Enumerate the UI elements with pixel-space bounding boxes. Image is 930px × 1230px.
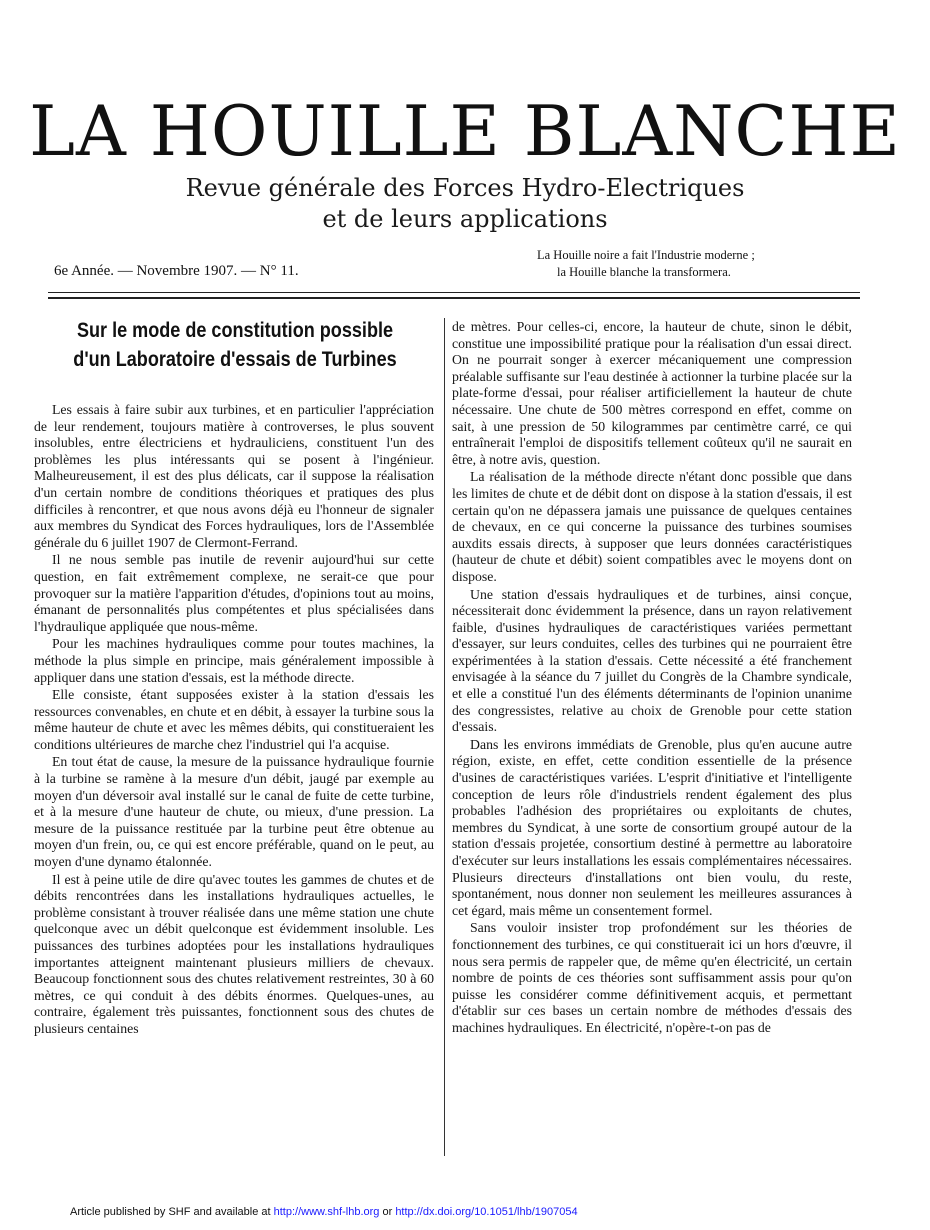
paragraph: Pour les machines hydrauliques comme pour toutes machines, la méthode la plus simple en principe, mais généralement impossible à appliquer dans une station d'essais, est la méthode directe. — [34, 636, 434, 685]
paragraph: Les essais à faire subir aux turbines, et en particulier l'appréciation de leur rendement, toujours matière à controverses, le plus souvent insolubles, entre électriciens et hydrauliciens, constituent l'un des problèmes les plus intéressants qui se posent à l'ingénieur. Malheureusement, il est des plus délicats, car il suppose la réalisation d'un certain nombre de conditions théoriques et pratiques des plus difficiles à rencontrer, et que nous avons déjà eu l'honneur de signaler aux membres du Syndicat des Forces hydrauliques, lors de l'Assemblée générale du 6 juillet 1907 de Clermont-Ferrand. — [34, 402, 434, 550]
footer-text: Article published by SHF and available at — [70, 1206, 274, 1218]
journal-subtitle-line2: et de leurs applications — [322, 205, 608, 233]
journal-title: LA HOUILLE BLANCHE — [29, 92, 901, 172]
paragraph: Dans les environs immédiats de Grenoble, plus qu'en aucune autre région, existe, en effet, cette condition essentielle de la présence d'usines de caractéristiques variées. L'esprit d'initiative et l'intelligente conception de leurs rôle d'industriels rendent également des plus probables l'adhésion des propriétaires ou exploitants de chutes, membres du Syndicat, à une sorte de consortium groupé autour de la station d'essais projetée, consortium destiné à permettre au laboratoire d'exécuter sur leurs installations les essais complémentaires nécessaires. Plusieurs directeurs d'installations ont bien voulu, du reste, spontanément, nous donner non seulement les meilleures assurances à cet égard, mais même un consentement formel. — [452, 736, 852, 918]
paragraph: de mètres. Pour celles-ci, encore, la hauteur de chute, sinon le débit, constitue une impossibilité pratique pour la réalisation d'un essai direct. On ne pourrait songer à exercer mécaniquement une compression préalable suffisante sur l'eau destinée à actionner la turbine placée sur la plate-forme d'essai, pour réaliser artificiellement la hauteur de chute nécessaire. Une chute de 500 mètres correspond en effet, comme on sait, à une pression de 50 kilogrammes par centimètre carré, ce qui entraînerait l'emploi de dispositifs tellement coûteux qu'il ne saurait en être, à notre avis, question. — [452, 319, 852, 467]
paragraph: Il est à peine utile de dire qu'avec toutes les gammes de chutes et de débits rencontrées dans les installations hydrauliques actuelles, le problème consistant à trouver réalisée dans une même station une chute quelconque avec un débit quelconque est évidemment insoluble. Les puissances des turbines adoptées pour les installations hydrauliques importantes atteignent maintenant plusieurs milliers de chevaux. Beaucoup fonctionnent sous des chutes relativement restreintes, 30 à 60 mètres, ce qui conduit à des débits énormes. Quelques-unes, au contraire, également très puissantes, fonctionnent sous des chutes de plusieurs centaines — [34, 871, 434, 1036]
issue-info: 6e Année. — Novembre 1907. — N° 11. — [54, 263, 299, 279]
header-rule-thin — [48, 292, 860, 293]
journal-subtitle-line1: Revue générale des Forces Hydro-Electriques — [185, 174, 745, 202]
motto-line1: La Houille noire a fait l'Industrie moderne ; — [537, 248, 755, 262]
publication-footer — [70, 1206, 578, 1218]
paragraph: La réalisation de la méthode directe n'étant donc possible que dans les limites de chute et de débit dont on dispose à la station d'essais, il est certain qu'on ne dépassera jamais une puissance de quelques centaines de chevaux, en ce qui concerne la puissance des turbines soumises auxdits essais directs, à supposer que leurs données caractéristiques (hauteur de chute et débit) soient compatibles avec le moyens dont on dispose. — [452, 469, 852, 584]
paragraph: Elle consiste, étant supposées exister à la station d'essais les ressources convenables, en chute et en débit, à essayer la turbine sous la même hauteur de chute et avec les mêmes débits, qui constitueraient les conditions ultérieures de marche chez l'industriel qui l'a acquise. — [34, 687, 434, 752]
paragraph: Sans vouloir insister trop profondément sur les théories de fonctionnement des turbines, ce qui constituerait ici un hors d'œuvre, il nous sera permis de rappeler que, de même qu'en électricité, un certain nombre de points de ces théories sont suffisamment assis pour qu'on puisse les considérer comme définitivement acquis, et permettant d'établir sur ces bases un certain nombre de méthodes d'essais des machines hydrauliques. En électricité, n'opère-t-on pas de — [452, 920, 852, 1035]
doi-link[interactable]: http://dx.doi.org/10.1051/lhb/1907054 — [395, 1206, 578, 1218]
paragraph: En tout état de cause, la mesure de la puissance hydraulique fournie à la turbine se ramène à la mesure d'un débit, jaugé par exemple au moyen d'un déversoir aval installé sur le canal de fuite de cette turbine, et à la mesure d'une hauteur de chute, ou mieux, d'une pression. La mesure de la puissance restituée par la turbine peut être obtenue au moyen d'un frein, ou, ce qui est encore préférable, quand on le peut, au moyen d'une dynamo étalonnée. — [34, 754, 434, 870]
header-rule-thick — [48, 297, 860, 299]
footer-separator: or — [379, 1206, 396, 1218]
motto-line2: la Houille blanche la transformera. — [557, 265, 731, 279]
right-column — [452, 319, 852, 1037]
shf-link[interactable]: http://www.shf-lhb.org — [273, 1206, 380, 1218]
paragraph: Une station d'essais hydrauliques et de turbines, ainsi conçue, nécessiterait donc évidemment la présence, dans un rayon relativement faible, d'usines hydrauliques de caractéristiques variées permettant d'essayer, sur leurs conduites, celles des turbines qui ne pourraient être expérimentées à la station d'essais. Cette nécessité a été franchement envisagée à la séance du 7 juillet du Congrès de la Chambre syndicale, et elle a constitué l'un des éléments déterminants de l'opinion unanime des congressistes, relative au choix de Grenoble pour cette station d'essais. — [452, 586, 852, 735]
motto — [537, 247, 867, 281]
column-divider — [444, 318, 445, 1156]
paragraph: Il ne nous semble pas inutile de revenir aujourd'hui sur cette question, en fait extrêmement complexe, ne serait-ce que pour provoquer sur la matière l'apparition d'études, d'opinions tout au moins, émanant de personnalités plus compétentes et plus spécialisées dans l'hydraulique appliquée que nous-même. — [34, 552, 434, 634]
left-column — [34, 402, 434, 1038]
article-title: Sur le mode de constitution possible d'un Laboratoire d'essais de Turbines — [73, 319, 397, 371]
